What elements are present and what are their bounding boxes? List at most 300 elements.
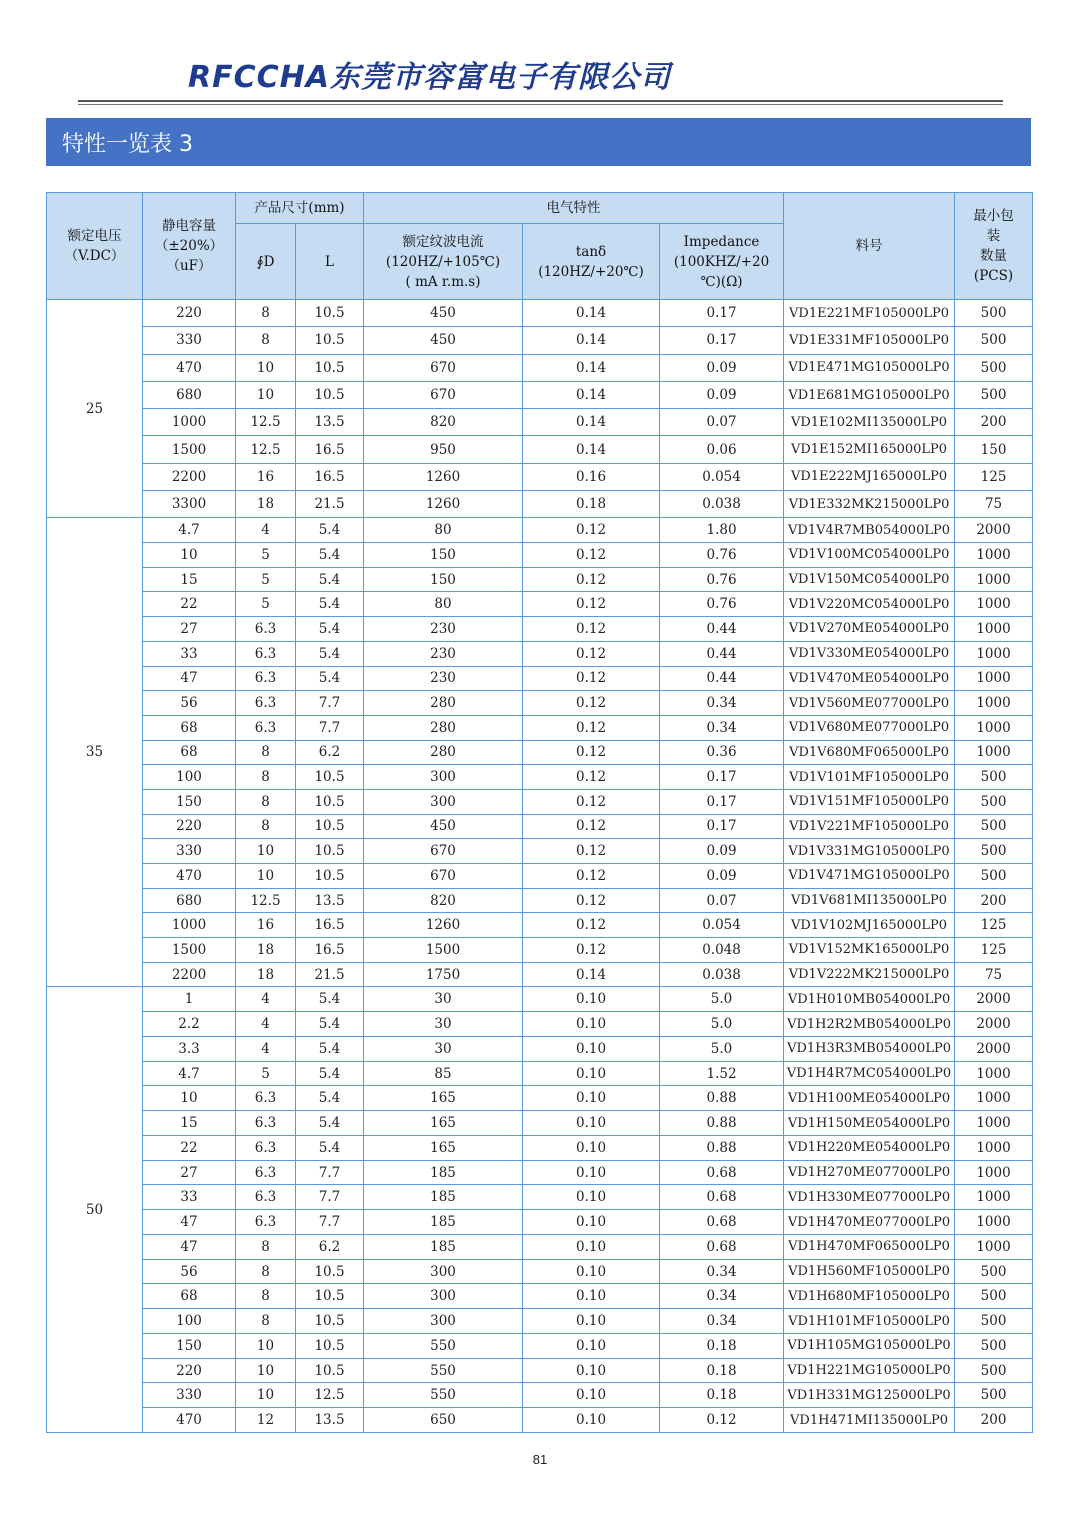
tan-cell: 0.10 <box>523 1210 660 1235</box>
tan-cell: 0.10 <box>523 1383 660 1408</box>
impedance-cell: 0.34 <box>660 691 784 716</box>
ripple-cell: 185 <box>364 1210 523 1235</box>
ripple-cell: 150 <box>364 567 523 592</box>
length-cell: 13.5 <box>296 1408 364 1433</box>
length-cell: 10.5 <box>296 1259 364 1284</box>
table-row <box>47 1333 1033 1358</box>
length-cell: 21.5 <box>296 962 364 987</box>
diameter-cell: 8 <box>236 1234 296 1259</box>
length-cell: 10.5 <box>296 1333 364 1358</box>
moq-cell: 1000 <box>955 567 1033 592</box>
capacitance-cell: 2200 <box>143 463 236 490</box>
moq-cell: 2000 <box>955 1012 1033 1037</box>
capacitance-cell: 100 <box>143 765 236 790</box>
table-row <box>47 913 1033 938</box>
ripple-cell: 230 <box>364 641 523 666</box>
tan-cell: 0.10 <box>523 1012 660 1037</box>
table-row <box>47 617 1033 642</box>
header-impedance-line: Impedance <box>683 233 760 250</box>
tan-cell: 0.10 <box>523 1333 660 1358</box>
capacitance-cell: 220 <box>143 814 236 839</box>
diameter-cell: 5 <box>236 1061 296 1086</box>
impedance-cell: 0.17 <box>660 300 784 327</box>
tan-cell: 0.12 <box>523 641 660 666</box>
moq-cell: 125 <box>955 463 1033 490</box>
capacitance-cell: 470 <box>143 864 236 889</box>
diameter-cell: 6.3 <box>236 1135 296 1160</box>
length-cell: 6.2 <box>296 1234 364 1259</box>
capacitance-cell: 4.7 <box>143 518 236 543</box>
length-cell: 10.5 <box>296 789 364 814</box>
tan-cell: 0.14 <box>523 381 660 408</box>
header-electrical: 电气特性 <box>364 193 784 224</box>
diameter-cell: 6.3 <box>236 691 296 716</box>
impedance-cell: 0.34 <box>660 1284 784 1309</box>
ripple-cell: 300 <box>364 765 523 790</box>
ripple-cell: 30 <box>364 1036 523 1061</box>
diameter-cell: 8 <box>236 814 296 839</box>
header-impedance <box>660 224 784 300</box>
ripple-cell: 80 <box>364 518 523 543</box>
tan-cell: 0.10 <box>523 1061 660 1086</box>
capacitance-cell: 22 <box>143 1135 236 1160</box>
part-number-cell: VD1H560MF105000LP0 <box>784 1259 955 1284</box>
table-row <box>47 1358 1033 1383</box>
diameter-cell: 18 <box>236 938 296 963</box>
impedance-cell: 0.07 <box>660 409 784 436</box>
voltage-cell: 25 <box>47 300 143 518</box>
header-ripple-current <box>364 224 523 300</box>
ripple-cell: 185 <box>364 1160 523 1185</box>
impedance-cell: 0.68 <box>660 1160 784 1185</box>
voltage-cell: 35 <box>47 518 143 987</box>
impedance-cell: 0.76 <box>660 592 784 617</box>
part-number-cell: VD1V270ME054000LP0 <box>784 617 955 642</box>
part-number-cell: VD1V681MI135000LP0 <box>784 888 955 913</box>
part-number-cell: VD1V4R7MB054000LP0 <box>784 518 955 543</box>
header-voltage <box>47 193 143 300</box>
tan-cell: 0.12 <box>523 864 660 889</box>
header-moq <box>955 193 1033 300</box>
impedance-cell: 0.054 <box>660 463 784 490</box>
ripple-cell: 165 <box>364 1111 523 1136</box>
moq-cell: 125 <box>955 913 1033 938</box>
impedance-cell: 0.68 <box>660 1185 784 1210</box>
length-cell: 5.4 <box>296 592 364 617</box>
capacitance-cell: 330 <box>143 1383 236 1408</box>
moq-cell: 500 <box>955 1309 1033 1334</box>
ripple-cell: 280 <box>364 715 523 740</box>
header-tan-line: tanδ <box>575 243 607 260</box>
capacitance-cell: 56 <box>143 691 236 716</box>
diameter-cell: 6.3 <box>236 617 296 642</box>
part-number-cell: VD1H330ME077000LP0 <box>784 1185 955 1210</box>
ripple-cell: 85 <box>364 1061 523 1086</box>
table-row <box>47 543 1033 568</box>
diameter-cell: 6.3 <box>236 1210 296 1235</box>
page-number: 81 <box>532 1452 548 1467</box>
part-number-cell: VD1V102MJ165000LP0 <box>784 913 955 938</box>
impedance-cell: 0.68 <box>660 1234 784 1259</box>
capacitance-cell: 3300 <box>143 491 236 518</box>
tan-cell: 0.12 <box>523 666 660 691</box>
diameter-cell: 8 <box>236 740 296 765</box>
tan-cell: 0.10 <box>523 1185 660 1210</box>
impedance-cell: 0.06 <box>660 436 784 463</box>
ripple-cell: 450 <box>364 300 523 327</box>
header-impedance-line: (100KHZ/+20 <box>673 253 770 270</box>
diameter-cell: 4 <box>236 987 296 1012</box>
capacitance-cell: 47 <box>143 1234 236 1259</box>
header-ripple-line: ( mA r.m.s) <box>405 273 481 290</box>
length-cell: 7.7 <box>296 715 364 740</box>
diameter-cell: 8 <box>236 300 296 327</box>
ripple-cell: 1260 <box>364 491 523 518</box>
ripple-cell: 550 <box>364 1358 523 1383</box>
part-number-cell: VD1H3R3MB054000LP0 <box>784 1036 955 1061</box>
ripple-cell: 820 <box>364 888 523 913</box>
moq-cell: 1000 <box>955 543 1033 568</box>
impedance-cell: 0.88 <box>660 1135 784 1160</box>
part-number-cell: VD1V100MC054000LP0 <box>784 543 955 568</box>
ripple-cell: 670 <box>364 864 523 889</box>
length-cell: 13.5 <box>296 888 364 913</box>
part-number-cell: VD1H331MG125000LP0 <box>784 1383 955 1408</box>
diameter-cell: 8 <box>236 789 296 814</box>
diameter-cell: 12.5 <box>236 436 296 463</box>
moq-cell: 2000 <box>955 987 1033 1012</box>
diameter-cell: 6.3 <box>236 1111 296 1136</box>
header-tan-line: (120HZ/+20℃) <box>538 263 644 280</box>
table-row <box>47 436 1033 463</box>
moq-cell: 500 <box>955 327 1033 354</box>
capacitance-cell: 1000 <box>143 409 236 436</box>
moq-cell: 75 <box>955 962 1033 987</box>
impedance-cell: 0.054 <box>660 913 784 938</box>
table-row <box>47 641 1033 666</box>
table-row <box>47 1234 1033 1259</box>
table-row <box>47 1408 1033 1433</box>
moq-cell: 500 <box>955 1358 1033 1383</box>
part-number-cell: VD1H4R7MC054000LP0 <box>784 1061 955 1086</box>
tan-cell: 0.10 <box>523 1086 660 1111</box>
tan-cell: 0.18 <box>523 491 660 518</box>
impedance-cell: 0.048 <box>660 938 784 963</box>
tan-cell: 0.10 <box>523 1259 660 1284</box>
tan-cell: 0.12 <box>523 789 660 814</box>
diameter-cell: 6.3 <box>236 1185 296 1210</box>
tan-cell: 0.14 <box>523 962 660 987</box>
impedance-cell: 0.44 <box>660 641 784 666</box>
length-cell: 13.5 <box>296 409 364 436</box>
length-cell: 5.4 <box>296 1012 364 1037</box>
capacitance-cell: 10 <box>143 1086 236 1111</box>
tan-cell: 0.12 <box>523 592 660 617</box>
length-cell: 5.4 <box>296 518 364 543</box>
moq-cell: 75 <box>955 491 1033 518</box>
ripple-cell: 450 <box>364 327 523 354</box>
header-capacitance-line: （uF） <box>166 258 212 274</box>
part-number-cell: VD1E332MK215000LP0 <box>784 491 955 518</box>
table-row <box>47 765 1033 790</box>
header-moq-line: 最小包 <box>973 208 1014 224</box>
impedance-cell: 0.76 <box>660 567 784 592</box>
table-body <box>47 300 1033 1433</box>
diameter-cell: 18 <box>236 491 296 518</box>
table-row <box>47 1259 1033 1284</box>
tan-cell: 0.12 <box>523 740 660 765</box>
length-cell: 10.5 <box>296 814 364 839</box>
header-capacitance-line: （±20%） <box>154 238 224 254</box>
part-number-cell: VD1V680MF065000LP0 <box>784 740 955 765</box>
length-cell: 10.5 <box>296 1309 364 1334</box>
ripple-cell: 1500 <box>364 938 523 963</box>
moq-cell: 200 <box>955 888 1033 913</box>
table-row <box>47 1086 1033 1111</box>
length-cell: 12.5 <box>296 1383 364 1408</box>
ripple-cell: 1750 <box>364 962 523 987</box>
tan-cell: 0.10 <box>523 1135 660 1160</box>
diameter-cell: 8 <box>236 327 296 354</box>
tan-cell: 0.10 <box>523 1036 660 1061</box>
part-number-cell: VD1H221MG105000LP0 <box>784 1358 955 1383</box>
part-number-cell: VD1H2R2MB054000LP0 <box>784 1012 955 1037</box>
ripple-cell: 300 <box>364 1284 523 1309</box>
table-row <box>47 354 1033 381</box>
tan-cell: 0.10 <box>523 1160 660 1185</box>
diameter-cell: 10 <box>236 1333 296 1358</box>
length-cell: 6.2 <box>296 740 364 765</box>
impedance-cell: 0.36 <box>660 740 784 765</box>
moq-cell: 2000 <box>955 518 1033 543</box>
capacitance-cell: 470 <box>143 354 236 381</box>
diameter-cell: 4 <box>236 518 296 543</box>
moq-cell: 500 <box>955 1284 1033 1309</box>
tan-cell: 0.14 <box>523 354 660 381</box>
capacitance-cell: 4.7 <box>143 1061 236 1086</box>
moq-cell: 500 <box>955 839 1033 864</box>
capacitance-cell: 1000 <box>143 913 236 938</box>
moq-cell: 500 <box>955 765 1033 790</box>
ripple-cell: 185 <box>364 1185 523 1210</box>
diameter-cell: 5 <box>236 567 296 592</box>
part-number-cell: VD1E221MF105000LP0 <box>784 300 955 327</box>
capacitance-cell: 47 <box>143 666 236 691</box>
capacitance-cell: 27 <box>143 1160 236 1185</box>
length-cell: 16.5 <box>296 938 364 963</box>
length-cell: 7.7 <box>296 1210 364 1235</box>
capacitance-cell: 100 <box>143 1309 236 1334</box>
table-row <box>47 1383 1033 1408</box>
capacitance-cell: 68 <box>143 740 236 765</box>
length-cell: 5.4 <box>296 543 364 568</box>
diameter-cell: 6.3 <box>236 715 296 740</box>
capacitance-cell: 1500 <box>143 436 236 463</box>
length-cell: 10.5 <box>296 765 364 790</box>
tan-cell: 0.10 <box>523 1309 660 1334</box>
moq-cell: 500 <box>955 381 1033 408</box>
tan-cell: 0.12 <box>523 543 660 568</box>
moq-cell: 500 <box>955 789 1033 814</box>
moq-cell: 500 <box>955 300 1033 327</box>
tan-cell: 0.12 <box>523 839 660 864</box>
capacitance-cell: 3.3 <box>143 1036 236 1061</box>
moq-cell: 1000 <box>955 1234 1033 1259</box>
capacitance-cell: 56 <box>143 1259 236 1284</box>
length-cell: 5.4 <box>296 987 364 1012</box>
table-row <box>47 666 1033 691</box>
table-row <box>47 518 1033 543</box>
moq-cell: 200 <box>955 1408 1033 1433</box>
moq-cell: 1000 <box>955 617 1033 642</box>
capacitance-cell: 680 <box>143 888 236 913</box>
capacitance-cell: 150 <box>143 1333 236 1358</box>
header-size: 产品尺寸(mm) <box>236 193 364 224</box>
ripple-cell: 185 <box>364 1234 523 1259</box>
part-number-cell: VD1H270ME077000LP0 <box>784 1160 955 1185</box>
diameter-cell: 10 <box>236 381 296 408</box>
impedance-cell: 1.80 <box>660 518 784 543</box>
part-number-cell: VD1H105MG105000LP0 <box>784 1333 955 1358</box>
moq-cell: 125 <box>955 938 1033 963</box>
part-number-cell: VD1H470MF065000LP0 <box>784 1234 955 1259</box>
part-number-cell: VD1E102MI135000LP0 <box>784 409 955 436</box>
part-number-cell: VD1V471MG105000LP0 <box>784 864 955 889</box>
header-length: L <box>296 224 364 300</box>
diameter-cell: 18 <box>236 962 296 987</box>
part-number-cell: VD1H680MF105000LP0 <box>784 1284 955 1309</box>
diameter-cell: 10 <box>236 1358 296 1383</box>
ripple-cell: 450 <box>364 814 523 839</box>
diameter-cell: 5 <box>236 543 296 568</box>
impedance-cell: 5.0 <box>660 987 784 1012</box>
ripple-cell: 670 <box>364 354 523 381</box>
capacitance-cell: 150 <box>143 789 236 814</box>
ripple-cell: 300 <box>364 789 523 814</box>
moq-cell: 500 <box>955 864 1033 889</box>
ripple-cell: 230 <box>364 617 523 642</box>
moq-cell: 2000 <box>955 1036 1033 1061</box>
table-row <box>47 691 1033 716</box>
part-number-cell: VD1E331MF105000LP0 <box>784 327 955 354</box>
part-number-cell: VD1H100ME054000LP0 <box>784 1086 955 1111</box>
diameter-cell: 6.3 <box>236 641 296 666</box>
part-number-cell: VD1V680ME077000LP0 <box>784 715 955 740</box>
table-row <box>47 839 1033 864</box>
voltage-cell: 50 <box>47 987 143 1433</box>
length-cell: 5.4 <box>296 1061 364 1086</box>
impedance-cell: 5.0 <box>660 1012 784 1037</box>
tan-cell: 0.12 <box>523 715 660 740</box>
ripple-cell: 300 <box>364 1309 523 1334</box>
table-row <box>47 987 1033 1012</box>
header-moq-line: 装 <box>986 228 1001 244</box>
capacitance-cell: 2.2 <box>143 1012 236 1037</box>
impedance-cell: 5.0 <box>660 1036 784 1061</box>
capacitance-cell: 1500 <box>143 938 236 963</box>
diameter-cell: 16 <box>236 463 296 490</box>
header-capacitance <box>143 193 236 300</box>
length-cell: 10.5 <box>296 300 364 327</box>
moq-cell: 1000 <box>955 1111 1033 1136</box>
ripple-cell: 950 <box>364 436 523 463</box>
diameter-cell: 4 <box>236 1036 296 1061</box>
diameter-cell: 12.5 <box>236 409 296 436</box>
length-cell: 5.4 <box>296 567 364 592</box>
length-cell: 5.4 <box>296 1086 364 1111</box>
part-number-cell: VD1E471MG105000LP0 <box>784 354 955 381</box>
table-row <box>47 814 1033 839</box>
table-row <box>47 1012 1033 1037</box>
table-row <box>47 1185 1033 1210</box>
length-cell: 5.4 <box>296 666 364 691</box>
part-number-cell: VD1V331MG105000LP0 <box>784 839 955 864</box>
capacitance-cell: 330 <box>143 839 236 864</box>
ripple-cell: 30 <box>364 987 523 1012</box>
impedance-cell: 0.34 <box>660 715 784 740</box>
table-row <box>47 1135 1033 1160</box>
tan-cell: 0.14 <box>523 327 660 354</box>
tan-cell: 0.12 <box>523 938 660 963</box>
impedance-cell: 0.17 <box>660 814 784 839</box>
table-row <box>47 864 1033 889</box>
tan-cell: 0.12 <box>523 691 660 716</box>
impedance-cell: 0.76 <box>660 543 784 568</box>
length-cell: 5.4 <box>296 1036 364 1061</box>
ripple-cell: 230 <box>364 666 523 691</box>
capacitance-cell: 680 <box>143 381 236 408</box>
moq-cell: 200 <box>955 409 1033 436</box>
length-cell: 7.7 <box>296 1160 364 1185</box>
header-diameter: ∮D <box>236 224 296 300</box>
header-moq-line: 数量 <box>980 248 1008 264</box>
impedance-cell: 0.17 <box>660 789 784 814</box>
part-number-cell: VD1V101MF105000LP0 <box>784 765 955 790</box>
impedance-cell: 0.18 <box>660 1358 784 1383</box>
moq-cell: 500 <box>955 1259 1033 1284</box>
capacitance-cell: 68 <box>143 715 236 740</box>
tan-cell: 0.12 <box>523 765 660 790</box>
impedance-cell: 0.44 <box>660 617 784 642</box>
moq-cell: 500 <box>955 814 1033 839</box>
ripple-cell: 80 <box>364 592 523 617</box>
table-row <box>47 888 1033 913</box>
tan-cell: 0.10 <box>523 1358 660 1383</box>
header-voltage-line: 额定电压 <box>67 228 122 244</box>
part-number-cell: VD1V150MC054000LP0 <box>784 567 955 592</box>
part-number-cell: VD1H470ME077000LP0 <box>784 1210 955 1235</box>
length-cell: 10.5 <box>296 327 364 354</box>
capacitance-cell: 220 <box>143 1358 236 1383</box>
capacitance-cell: 470 <box>143 1408 236 1433</box>
moq-cell: 1000 <box>955 715 1033 740</box>
length-cell: 10.5 <box>296 864 364 889</box>
length-cell: 21.5 <box>296 491 364 518</box>
part-number-cell: VD1V470ME054000LP0 <box>784 666 955 691</box>
tan-cell: 0.10 <box>523 1234 660 1259</box>
header-ripple-line: 额定纹波电流 <box>402 233 484 250</box>
part-number-cell: VD1V222MK215000LP0 <box>784 962 955 987</box>
ripple-cell: 1260 <box>364 463 523 490</box>
length-cell: 5.4 <box>296 1135 364 1160</box>
diameter-cell: 8 <box>236 1309 296 1334</box>
impedance-cell: 0.34 <box>660 1309 784 1334</box>
table-row <box>47 1036 1033 1061</box>
diameter-cell: 6.3 <box>236 1160 296 1185</box>
ripple-cell: 165 <box>364 1086 523 1111</box>
impedance-cell: 0.18 <box>660 1383 784 1408</box>
table-row <box>47 1309 1033 1334</box>
